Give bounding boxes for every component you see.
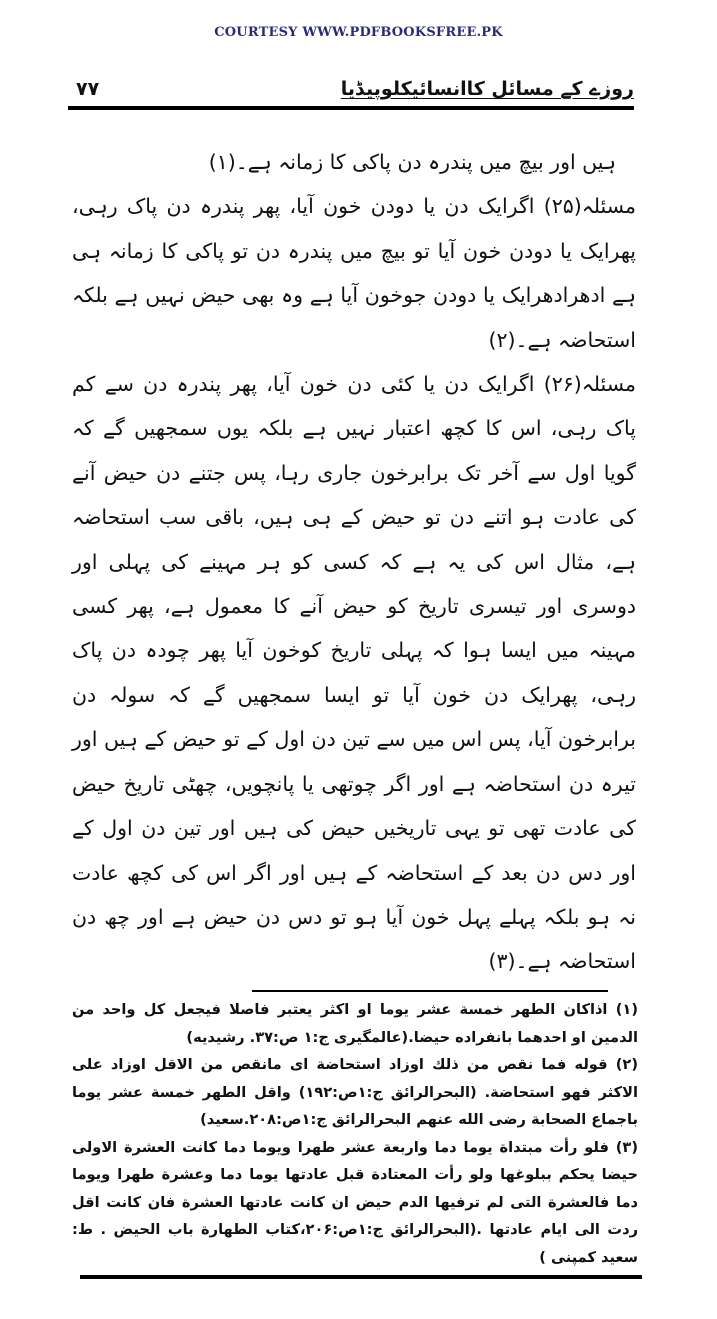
footnotes — [72, 996, 638, 1271]
footnote-separator — [252, 990, 608, 993]
footnote-2: (۲) قوله فما نقص من ذلك اوزاد استحاضة اى مانقص من الاقل اوزاد على الاكثر فهو استحاضة. (البحرالرائق ج:۱ص:۱۹۲) واقل الطهر خمسة عشر يوما باجماع الصحابة رضى الله عنهم البحرالرائق ج:۱ص:۲۰۸.سعید) — [72, 1056, 638, 1129]
paragraph-continuation: ہیں اور بیچ میں پندرہ دن پاکی کا زمانہ ہے۔(۱) — [208, 150, 616, 174]
paragraph-masala-26: مسئلہ(۲۶) اگرایک دن یا کئی دن خون آیا، پھر پندرہ دن سے کم پاک رہی، اس کا کچھ اعتبار نہیں ہے بلکہ یوں سمجھیں گے کہ گویا اول سے آخر تک برابرخون جاری رہا، پس جتنے دن حیض آنے کی عادت ہو اتنے دن تو حیض کے ہی ہیں، باقی سب استحاضہ ہے، مثال اس کی یہ ہے کہ کسی کو ہر مہینے کی پہلی اور دوسری اور تیسری تاریخ کو حیض آنے کا معمول ہے، پھر کسی مہینہ میں ایسا ہوا کہ پہلی تاریخ کوخون آیا پھر چودہ دن پاک رہی، پھرایک دن خون آیا تو ایسا سمجھیں گے کہ سولہ دن برابرخون آیا، پس اس میں سے تین دن اول کے تو حیض کے ہیں اور تیرہ دن استحاضہ ہے اور اگر چوتھی یا پانچویں، چھٹی تاریخ حیض کی عادت تھی تو یہی تاریخیں حیض کی ہیں اور تین دن اول کے اور دس دن بعد کے استحاضہ کے ہیں اور اگر اس کی کچھ عادت نہ ہو بلکہ پہلے پہل خون آیا ہو تو دس دن حیض ہے اور چھ دن استحاضہ ہے۔(۳) — [72, 372, 636, 974]
footnote-3: (۳) فلو رأت مبتداة يوما دما واربعة عشر طهرا ويوما دما كانت العشرة الاولى حيضا يحكم ببلوغها ولو رأت المعتادة قبل عادتها يوما دما وعشرة طهرا ويوما دما فالعشرة التى لم ترفيها الدم حيض ان كانت عادتها العشرة فان كانت اقل ردت الى ايام عادتها .(البحرالرائق ج:۱ص:۲۰۶،كتاب الطهارة باب الحيض . ط: سعید کمپنی ) — [72, 1138, 638, 1266]
running-header — [68, 76, 634, 102]
book-title: روزے کے مسائل کاانسائیکلوپیڈیا — [340, 78, 634, 100]
main-text — [72, 140, 636, 984]
header-rule — [68, 106, 634, 110]
footnote-1: (۱) اذاكان الطهر خمسة عشر يوما او اكثر يعتبر فاصلا فيجعل كل واحد من الدمين او احدهما بانفراده حيضا.(عالمگیری ج:۱ ص:۳۷. رشیدیه) — [72, 1001, 638, 1046]
paragraph-masala-25: مسئلہ(۲۵) اگرایک دن یا دودن خون آیا، پھر پندرہ دن پاک رہی، پھرایک یا دودن خون آیا تو بیچ میں پندرہ دن تو پاکی کا زمانہ ہی ہے ادھرادھرایک یا دودن جوخون آیا ہے وہ بھی حیض نہیں ہے بلکہ استحاضہ ہے۔(۲) — [72, 194, 636, 352]
courtesy-watermark: COURTESY WWW.PDFBOOKSFREE.PK — [214, 25, 503, 40]
page-number: ۷۷ — [76, 78, 100, 100]
footer-rule — [80, 1275, 642, 1279]
